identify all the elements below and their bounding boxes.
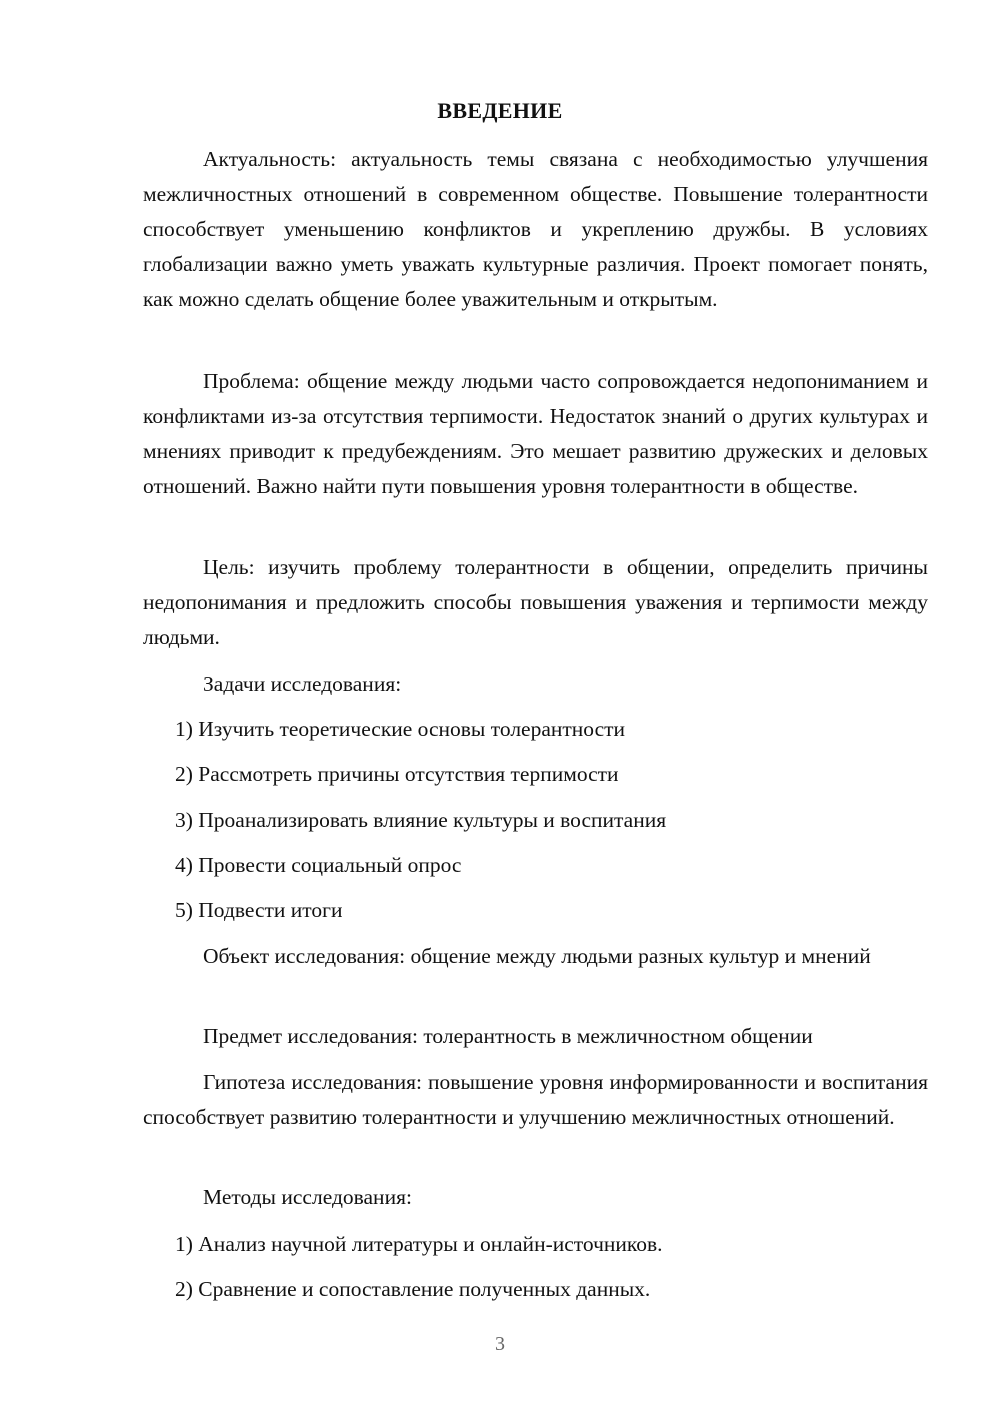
tasks-heading: Задачи исследования: [203, 672, 402, 696]
goal-paragraph: Цель: изучить проблему толерантности в общении, определить причины недопонимания и предложить способы повышения уважения и терпимости между людьми. [143, 555, 928, 649]
method-item: 1) Анализ научной литературы и онлайн-источников. [175, 1232, 663, 1256]
relevance-paragraph: Актуальность: актуальность темы связана с необходимостью улучшения межличностных отношений в современном обществе. Повышение толерантности способствует уменьшению конфликтов и укреплению дружбы. В условиях глобализации важно уметь уважать культурные различия. Проект помогает понять, как можно сделать общение более уважительным и открытым. [143, 147, 928, 311]
object-paragraph: Объект исследования: общение между людьми разных культур и мнений [203, 944, 871, 968]
hypothesis-paragraph: Гипотеза исследования: повышение уровня информированности и воспитания способствует развитию толерантности и улучшению межличностных отношений. [143, 1070, 928, 1129]
method-item: 2) Сравнение и сопоставление полученных данных. [175, 1277, 651, 1301]
methods-heading: Методы исследования: [203, 1185, 412, 1209]
page-title: ВВЕДЕНИЕ [437, 98, 563, 123]
subject-paragraph: Предмет исследования: толерантность в межличностном общении [203, 1024, 813, 1048]
task-item: 4) Провести социальный опрос [175, 853, 462, 877]
page-number: 3 [495, 1333, 505, 1355]
problem-paragraph: Проблема: общение между людьми часто сопровождается недопониманием и конфликтами из-за отсутствия терпимости. Недостаток знаний о других культурах и мнениях приводит к предубеждениям. Это мешает развитию дружеских и деловых отношений. Важно найти пути повышения уровня толерантности в обществе. [143, 369, 928, 498]
task-item: 2) Рассмотреть причины отсутствия терпимости [175, 762, 619, 786]
task-item: 5) Подвести итоги [175, 898, 343, 922]
task-item: 1) Изучить теоретические основы толерантности [175, 717, 626, 741]
task-item: 3) Проанализировать влияние культуры и воспитания [175, 808, 667, 832]
